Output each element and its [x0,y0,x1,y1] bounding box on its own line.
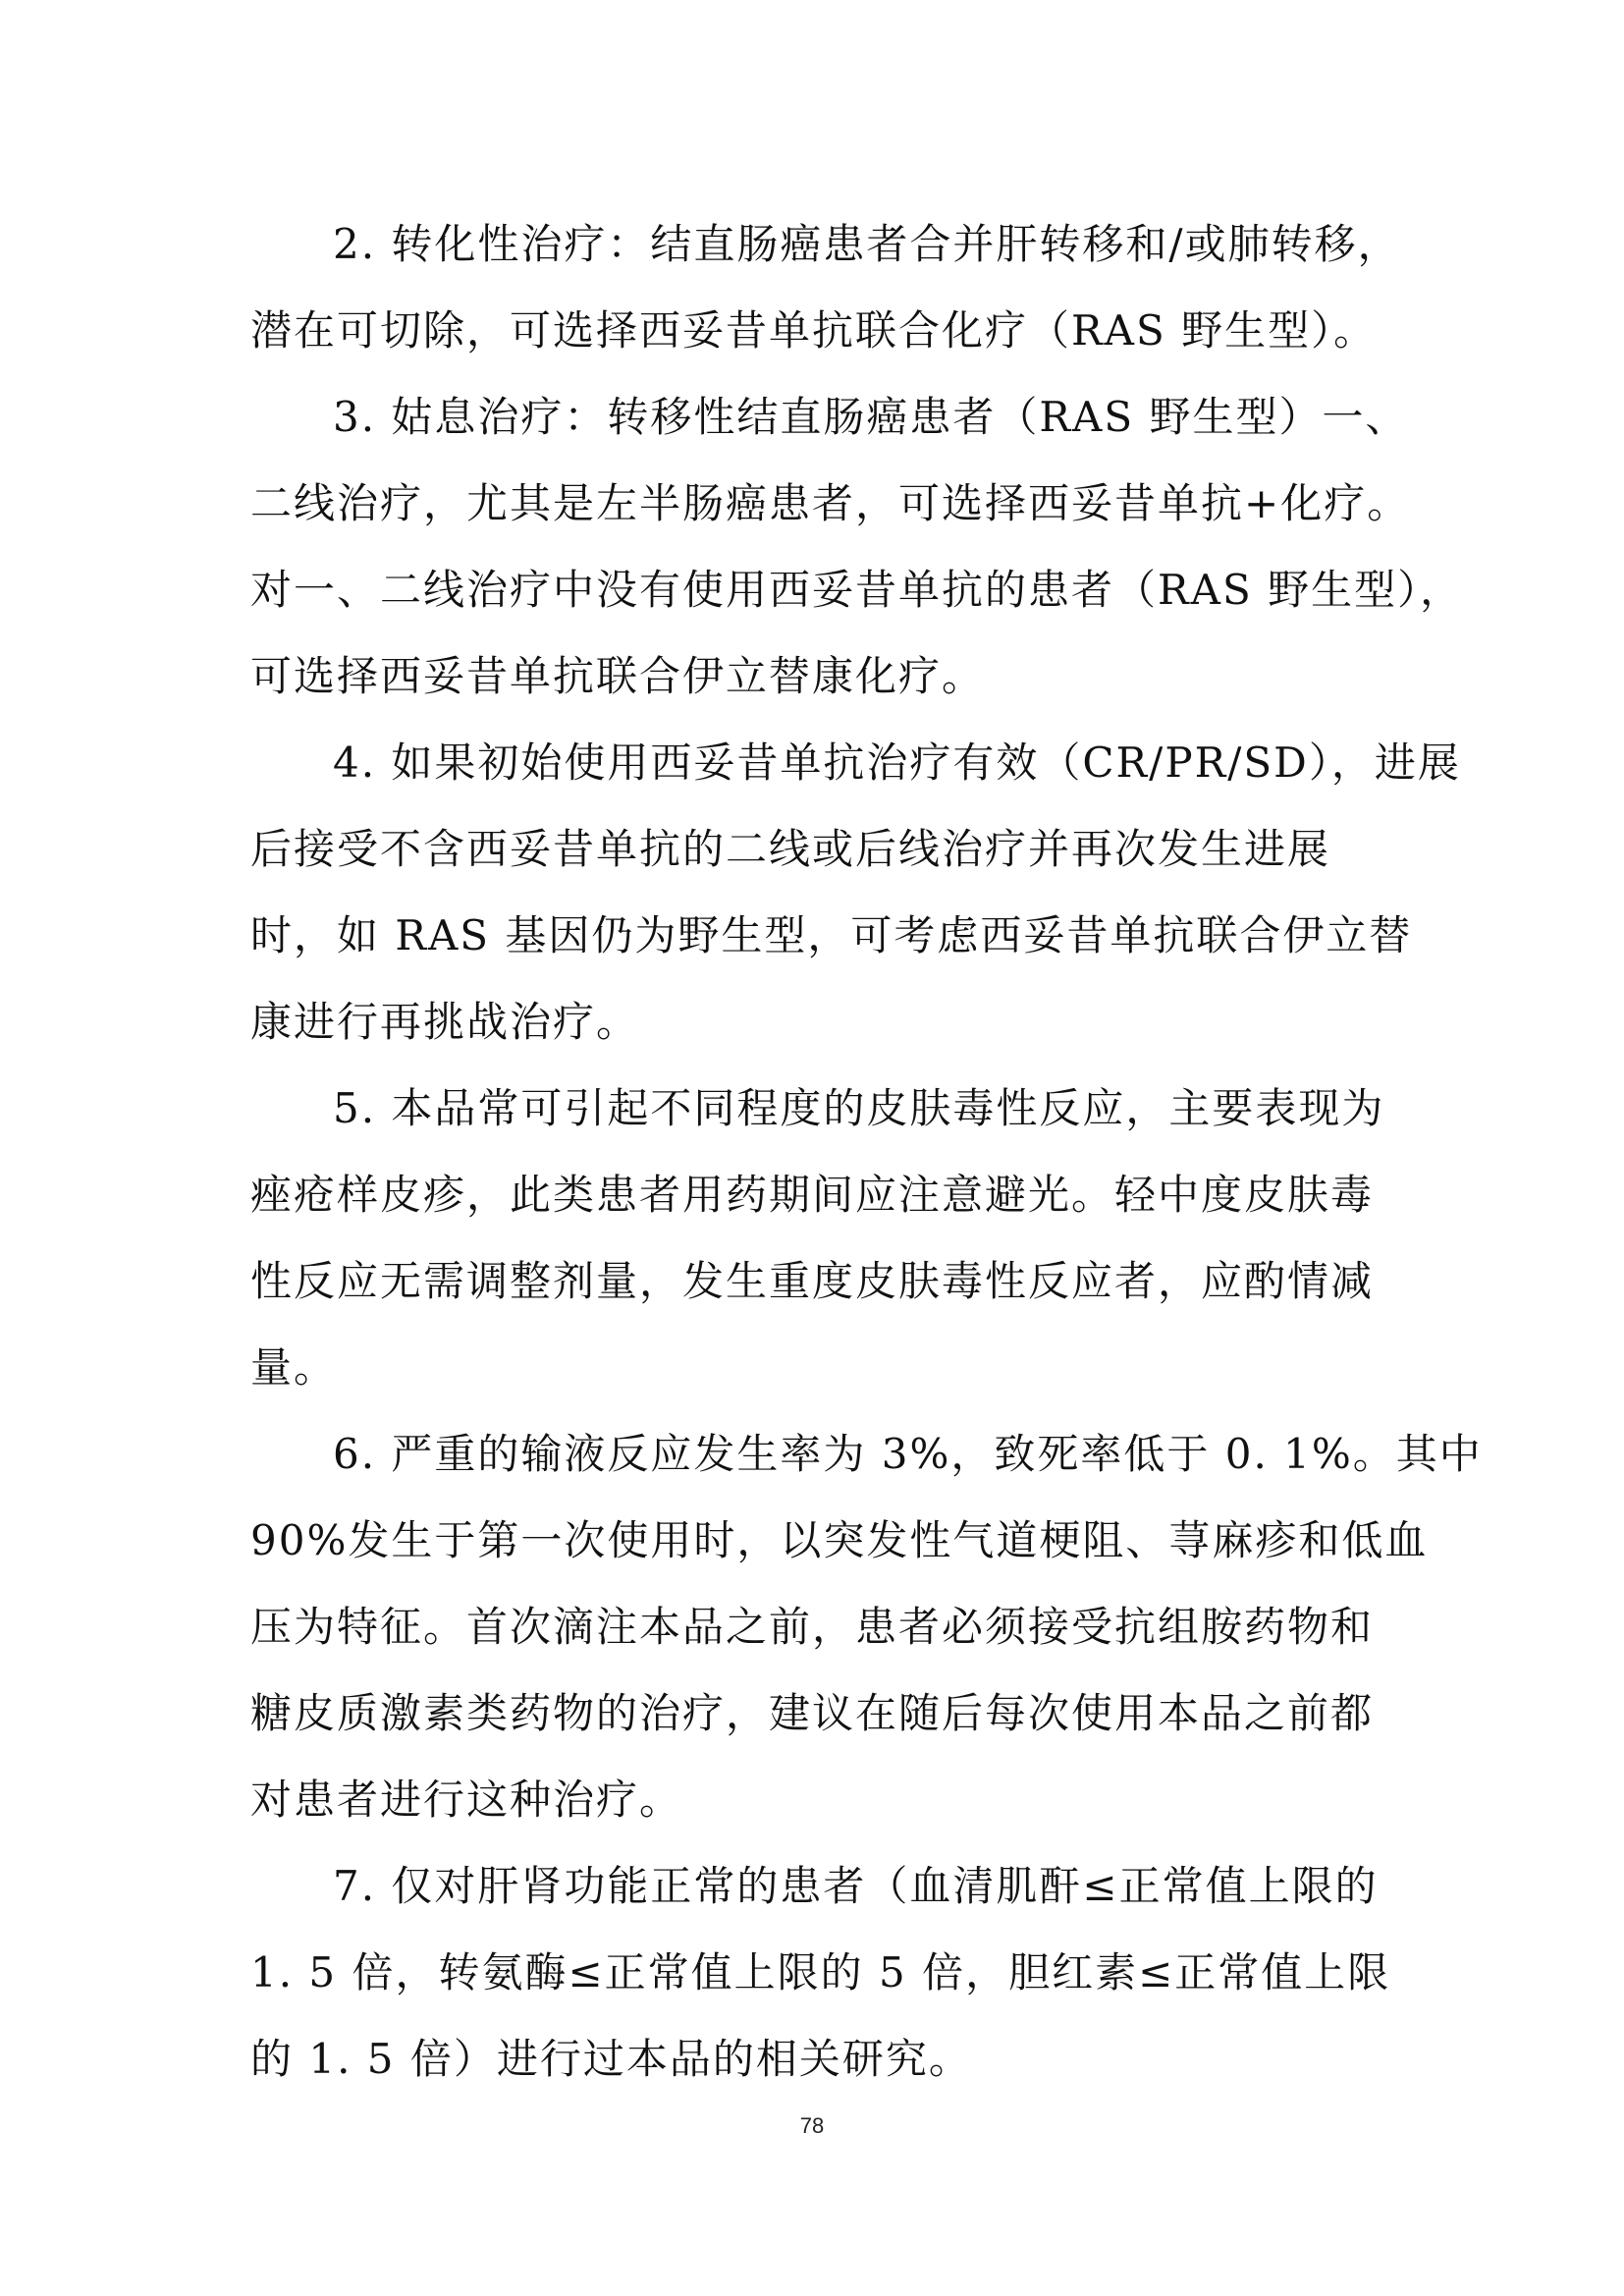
text-line: 4. 如果初始使用西妥昔单抗治疗有效（CR/PR/SD），进展 [333,738,1461,787]
paragraph-skin-toxicity [250,1066,1389,1411]
text-line: 6. 严重的输液反应发生率为 3%，致死率低于 0. 1%。其中 [333,1430,1483,1478]
document-body [250,201,1483,2103]
paragraph-liver-kidney-function [250,1843,1389,2103]
paragraph-rechallenge-therapy [250,720,1461,1066]
text-line: 7. 仅对肝肾功能正常的患者（血清肌酐≤正常值上限的 [333,1862,1379,1910]
text-line: 痤疮样皮疹，此类患者用药期间应注意避光。轻中度皮肤毒 [250,1171,1375,1219]
page-number: 78 [799,2113,825,2138]
text-line: 时，如 RAS 基因仍为野生型，可考虑西妥昔单抗联合伊立替 [250,911,1413,959]
text-line: 二线治疗，尤其是左半肠癌患者，可选择西妥昔单抗+化疗。 [250,479,1411,527]
text-line: 压为特征。首次滴注本品之前，患者必须接受抗组胺药物和 [250,1603,1375,1651]
text-line: 后接受不含西妥昔单抗的二线或后线治疗并再次发生进展 [250,825,1331,873]
text-line: 可选择西妥昔单抗联合伊立替康化疗。 [250,652,986,700]
text-line: 对患者进行这种治疗。 [250,1776,683,1824]
text-line: 量。 [250,1343,338,1392]
text-line: 1. 5 倍，转氨酶≤正常值上限的 5 倍，胆红素≤正常值上限 [250,1948,1391,1996]
text-line: 康进行再挑战治疗。 [250,998,640,1046]
text-line: 潜在可切除，可选择西妥昔单抗联合化疗（RAS 野生型）。 [250,306,1378,355]
text-line: 的 1. 5 倍）进行过本品的相关研究。 [250,2035,972,2083]
paragraph-conversion-therapy [250,201,1401,374]
text-line: 2. 转化性治疗：结直肠癌患者合并肝转移和/或肺转移， [333,220,1401,268]
text-line: 性反应无需调整剂量，发生重度皮肤毒性反应者，应酌情减 [250,1257,1375,1305]
text-line: 90%发生于第一次使用时，以突发性气道梗阻、荨麻疹和低血 [250,1516,1429,1564]
text-line: 3. 姑息治疗：转移性结直肠癌患者（RAS 野生型）一、 [333,393,1409,441]
text-line: 5. 本品常可引起不同程度的皮肤毒性反应，主要表现为 [333,1084,1385,1132]
text-line: 糖皮质激素类药物的治疗，建议在随后每次使用本品之前都 [250,1689,1375,1737]
text-line: 对一、二线治疗中没有使用西妥昔单抗的患者（RAS 野生型）， [250,566,1464,614]
paragraph-infusion-reaction [250,1411,1483,1843]
paragraph-palliative-therapy [250,374,1464,720]
